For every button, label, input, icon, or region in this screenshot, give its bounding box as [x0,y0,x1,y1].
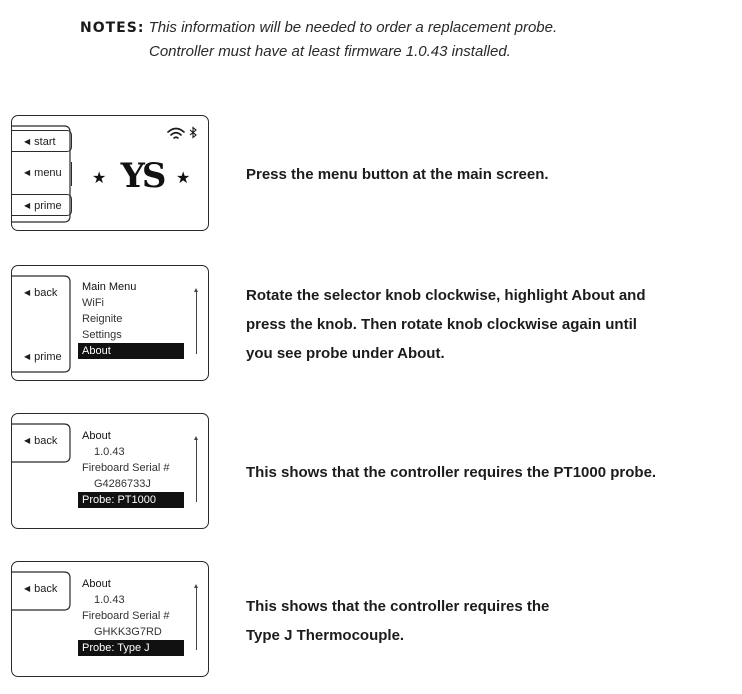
menu-item-about[interactable]: About [78,343,184,359]
status-icons [166,126,202,142]
probe-type[interactable]: Probe: Type J [78,640,184,656]
prime-label: prime [34,351,62,363]
notes-tag: NOTES: [80,20,145,36]
notes-line-1 [80,16,720,40]
notes-text-2: Controller must have at least firmware 1.0.43 installed. [149,43,511,60]
back-label: back [34,435,58,447]
prime-label: prime [34,200,62,212]
left-triangle-icon: ◀ [24,288,31,297]
about-menu [82,428,184,508]
left-triangle-icon: ◀ [24,168,31,177]
back-button[interactable] [12,578,72,600]
menu-label: menu [34,167,62,179]
menu-item-settings[interactable]: Settings [82,329,122,341]
serial-number: G4286733J [94,478,151,490]
step2-description [246,281,646,368]
left-triangle-icon: ◀ [24,352,31,361]
serial-number: GHKK3G7RD [94,626,162,638]
controller-screen-main [11,115,209,231]
back-label: back [34,287,58,299]
step2-line-3: you see probe under About. [246,345,445,362]
menu-item-reignite[interactable]: Reignite [82,313,123,325]
step4-line-2: Type J Thermocouple. [246,627,405,644]
step1-description: Press the menu button at the main screen. [246,166,549,183]
scrollbar[interactable] [196,292,197,354]
serial-label: Fireboard Serial # [82,610,170,622]
firmware-version: 1.0.43 [94,594,125,606]
back-button[interactable] [12,282,72,304]
prime-button[interactable] [12,346,72,368]
step4-line-1: This shows that the controller requires the [246,598,550,615]
star-icon: ★ [92,168,107,187]
about-menu [82,576,184,656]
notes-block [80,16,720,64]
controller-screen-about-pt1000 [11,413,209,529]
step4-description [246,592,549,650]
button-frame [12,124,74,224]
step2-line-2: press the knob. Then rotate knob clockwise again until [246,316,637,333]
logo-text: YS [120,156,164,196]
notes-text-1: This information will be needed to order a replacement probe. [148,19,558,36]
star-icon: ★ [176,168,191,187]
probe-type[interactable]: Probe: PT1000 [78,492,184,508]
left-triangle-icon: ◀ [24,436,31,445]
menu-item-wifi[interactable]: WiFi [82,297,104,309]
wifi-icon [168,129,184,139]
left-triangle-icon: ◀ [24,137,31,146]
step3-description: This shows that the controller requires the PT1000 probe. [246,464,657,481]
start-label: start [34,136,56,148]
back-label: back [34,583,58,595]
left-triangle-icon: ◀ [24,201,31,210]
main-menu [82,279,184,359]
left-triangle-icon: ◀ [24,584,31,593]
back-button[interactable] [12,430,72,452]
ys-logo [88,154,196,198]
scrollbar[interactable] [196,440,197,502]
menu-title: Main Menu [82,281,137,293]
serial-label: Fireboard Serial # [82,462,170,474]
controller-screen-about-typej [11,561,209,677]
step2-line-1: Rotate the selector knob clockwise, highlight About and [246,287,646,304]
menu-title: About [82,578,111,590]
controller-screen-main-menu [11,265,209,381]
firmware-version: 1.0.43 [94,446,125,458]
bluetooth-icon [190,128,196,138]
menu-title: About [82,430,111,442]
scrollbar[interactable] [196,588,197,650]
